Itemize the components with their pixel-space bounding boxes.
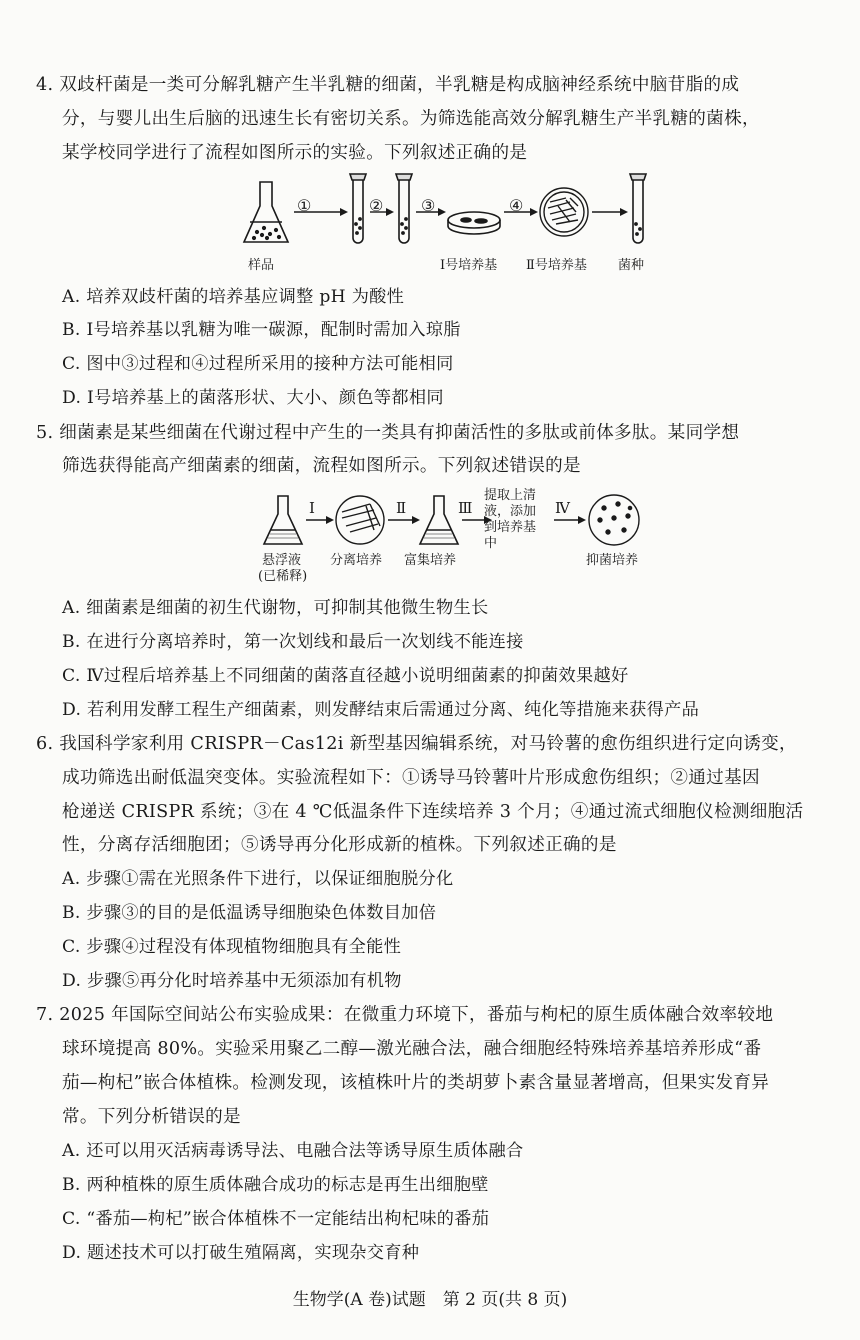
step-iii-label: Ⅲ (458, 499, 473, 517)
diluted-label: (已稀释) (258, 569, 308, 584)
step-4-label: ④ (509, 196, 524, 215)
question-7-stem-line-2: 球环境提高 80%。实验采用聚乙二醇—激光融合法，融合细胞经特殊培养基培养形成“番 (62, 1039, 762, 1059)
suspension-label: 悬浮液 (262, 553, 302, 568)
question-5-option-d: D. 若利用发酵工程生产细菌素，则发酵结束后需通过分离、纯化等措施来获得产品 (62, 700, 700, 720)
question-7-option-b: B. 两种植株的原生质体融合成功的标志是再生出细胞壁 (62, 1175, 489, 1195)
supernatant-note-line-2: 液，添加 (484, 504, 537, 519)
step-ii-label: Ⅱ (396, 499, 407, 517)
petri-dish-2-icon (540, 188, 588, 236)
enrichment-culture-label: 富集培养 (404, 553, 457, 568)
question-4-option-b: B. Ⅰ号培养基以乳糖为唯一碳源，配制时需加入琼脂 (62, 320, 461, 340)
medium-2-label: Ⅱ号培养基 (526, 258, 587, 273)
question-4-option-a: A. 培养双歧杆菌的培养基应调整 pH 为酸性 (62, 287, 405, 307)
inhibition-plate-icon (589, 495, 639, 545)
strain-tube-icon (630, 174, 646, 243)
supernatant-note-line-1: 提取上清 (484, 488, 537, 503)
question-6-option-d: D. 步骤⑤再分化时培养基中无须添加有机物 (62, 971, 402, 991)
enrichment-flask-icon (420, 496, 458, 544)
question-6-option-c: C. 步骤④过程没有体现植物细胞具有全能性 (62, 937, 402, 957)
strain-label: 菌种 (618, 258, 645, 273)
question-6-option-a: A. 步骤①需在光照条件下进行，以保证细胞脱分化 (62, 869, 454, 889)
supernatant-note-line-3: 到培养基 (484, 520, 537, 535)
supernatant-note-line-4: 中 (484, 536, 498, 551)
sample-label: 样品 (248, 258, 275, 273)
question-7-option-d: D. 题述技术可以打破生殖隔离，实现杂交育种 (62, 1243, 420, 1263)
question-6-stem-line-4: 性，分离存活细胞团；⑤诱导再分化形成新的植株。下列叙述正确的是 (62, 835, 617, 855)
page-footer: 生物学(A 卷)试题 第 2 页(共 8 页) (292, 1290, 568, 1310)
question-4-option-c: C. 图中③过程和④过程所采用的接种方法可能相同 (62, 354, 454, 374)
question-6-stem-line-2: 成功筛选出耐低温突变体。实验流程如下：①诱导马铃薯叶片形成愈伤组织；②通过基因 (62, 768, 760, 788)
question-4-stem-line-1: 4. 双歧杆菌是一类可分解乳糖产生半乳糖的细菌，半乳糖是构成脑神经系统中脑苷脂的成 (36, 75, 740, 95)
question-4-stem-line-2: 分，与婴儿出生后脑的迅速生长有密切关系。为筛选能高效分解乳糖生产半乳糖的菌株， (62, 109, 760, 129)
streak-plate-icon (336, 496, 384, 544)
question-5-flow-diagram (262, 490, 652, 552)
question-7-stem-line-1: 7. 2025 年国际空间站公布实验成果：在微重力环境下，番茄与枸杞的原生质体融合效率较地 (36, 1005, 774, 1025)
question-5-option-a: A. 细菌素是细菌的初生代谢物，可抑制其他微生物生长 (62, 598, 489, 618)
question-4-stem-line-3: 某学校同学进行了流程如图所示的实验。下列叙述正确的是 (62, 143, 528, 163)
question-5-option-c: C. Ⅳ过程后培养基上不同细菌的菌落直径越小说明细菌素的抑菌效果越好 (62, 666, 629, 686)
isolation-culture-label: 分离培养 (330, 553, 383, 568)
suspension-flask-icon (264, 496, 302, 544)
sample-flask-icon (244, 182, 288, 242)
step-i-label: Ⅰ (309, 499, 315, 517)
question-7-option-a: A. 还可以用灭活病毒诱导法、电融合法等诱导原生质体融合 (62, 1141, 524, 1161)
inhibition-culture-label: 抑菌培养 (586, 553, 639, 568)
question-7-stem-line-4: 常。下列分析错误的是 (62, 1107, 241, 1127)
question-7-option-c: C. “番茄—枸杞”嵌合体植株不一定能结出枸杞味的番茄 (62, 1209, 490, 1229)
step-iv-label: Ⅳ (555, 499, 570, 517)
medium-1-label: Ⅰ号培养基 (440, 258, 498, 273)
question-5-stem-line-2: 筛选获得能高产细菌素的细菌，流程如图所示。下列叙述错误的是 (62, 456, 581, 476)
petri-dish-1-icon (448, 212, 500, 234)
question-4-option-d: D. Ⅰ号培养基上的菌落形状、大小、颜色等都相同 (62, 388, 444, 408)
question-6-stem-line-3: 枪递送 CRISPR 系统；③在 4 ℃低温条件下连续培养 3 个月；④通过流式细胞仪检测细胞活 (62, 802, 804, 822)
question-6-option-b: B. 步骤③的目的是低温诱导细胞染色体数目加倍 (62, 903, 437, 923)
question-5-option-b: B. 在进行分离培养时，第一次划线和最后一次划线不能连接 (62, 632, 524, 652)
step-3-label: ③ (421, 196, 436, 215)
question-5-stem-line-1: 5. 细菌素是某些细菌在代谢过程中产生的一类具有抑菌活性的多肽或前体多肽。某同学想 (36, 423, 740, 443)
test-tube-1-icon (350, 174, 366, 243)
question-7-stem-line-3: 茄—枸杞”嵌合体植株。检测发现，该植株叶片的类胡萝卜素含量显著增高，但果实发育异 (62, 1073, 770, 1093)
step-2-label: ② (369, 196, 384, 215)
step-1-label: ① (297, 196, 312, 215)
question-6-stem-line-1: 6. 我国科学家利用 CRISPR－Cas12i 新型基因编辑系统，对马铃薯的愈伤组织进行定向诱变， (36, 734, 797, 754)
test-tube-2-icon (396, 174, 412, 243)
